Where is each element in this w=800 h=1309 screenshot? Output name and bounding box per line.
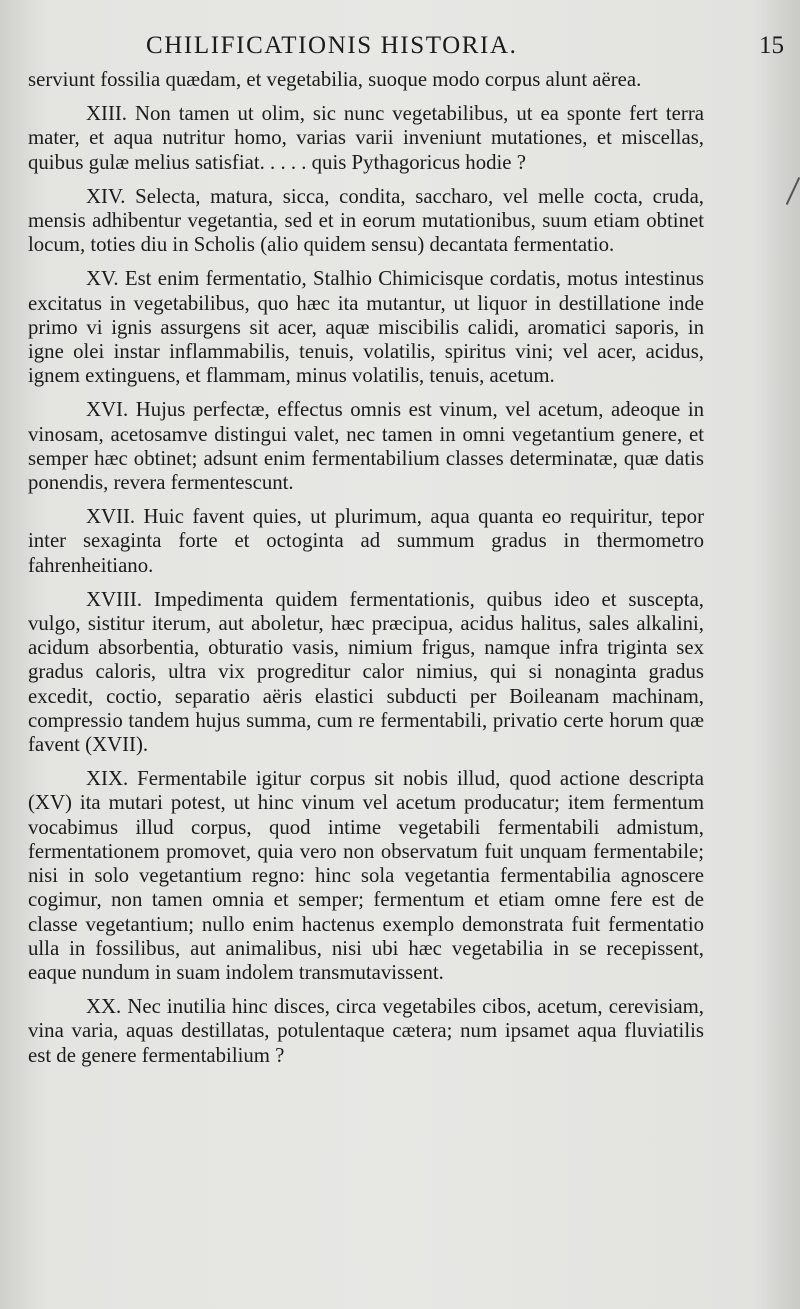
paragraph-xiv: XIV. Selecta, matura, sicca, condita, saccharo, vel melle cocta, cruda, mensis adhibentur vegetantia, sed et in eorum mutationibus, suum etiam obtinet locum, toties diu in Scholis (alio quidem sensu) decantata fermentatio. (28, 184, 704, 257)
paragraph-xviii: XVIII. Impedimenta quidem fermentationis, quibus ideo et suscepta, vulgo, sistitur iterum, aut aboletur, hæc præcipua, acidus halitus, sales alkalini, acidum absorbentia, obturatio vasis, nimium frigus, namque infra triginta sex gradus caloris, ultra vix progreditur calor nimius, qui si nonaginta gradus excedit, coctio, separatio aëris elastici subducti per Boileanam machinam, compressio tandem hujus summa, cum re fermentabili, privatio certe horum quæ favent (XVII). (28, 587, 704, 757)
page-number: 15 (759, 32, 784, 59)
margin-mark (786, 177, 800, 205)
paragraph-continuation: serviunt fossilia quædam, et vegetabilia, suoque modo corpus alunt aërea. (28, 68, 642, 91)
paragraph-xvii: XVII. Huic favent quies, ut plurimum, aqua quanta eo requiritur, tepor inter sexaginta forte et octoginta ad summum gradus in thermometro fahrenheitiano. (28, 505, 704, 577)
paragraph-xiii: XIII. Non tamen ut olim, sic nunc vegetabilibus, ut ea sponte fert terra mater, et aqua nutritur homo, varias varii inveniunt mutationes, et miscellas, quibus gulæ melius satisfiat. . . . . quis Pythagoricus hodie ? (28, 102, 704, 174)
page-header (28, 28, 784, 68)
paragraph-xix: XIX. Fermentabile igitur corpus sit nobis illud, quod actione descripta (XV) ita mutari potest, ut hinc vinum vel acetum producatur; item fermentum vocabimus illud corpus, quod intime vegetabili fermentabili admistum, fermentationem promovet, quia vero non observatum fuit unquam fermentabile; nisi in solo vegetantium regno: hinc sola vegetantia fermentabilia agnoscere cogimur, non tamen omnia et semper; fermentum et etiam omne fere est de classe vegetantium; nullo enim hactenus exemplo demonstrata fuit fermentatio ulla in fossilibus, aut animalibus, nisi ubi hæc vegetabilia in se recepissent, eaque nundum in suam indolem transmutavissent. (28, 767, 704, 984)
running-head: CHILIFICATIONIS HISTORIA. (146, 32, 518, 59)
paragraph-xvi: XVI. Hujus perfectæ, effectus omnis est vinum, vel acetum, adeoque in vinosam, acetosamve distingui valet, nec tamen in omni vegetantium genere, et semper hæc obtinet; adsunt enim fermentabilium classes determinatæ, quæ datis ponendis, revera fermentescunt. (28, 398, 704, 495)
body-text (28, 68, 704, 1068)
paragraph-xv: XV. Est enim fermentatio, Stalhio Chimicisque cordatis, motus intestinus excitatus in vegetabilibus, quo hæc ita mutantur, ut liquor in destillatione inde primo vi ignis assurgens sit acer, aquæ miscibilis calidi, aromatici saporis, in igne olei instar inflammabilis, tenuis, volatilis, spiritus vini; vel acer, acidus, ignem extinguens, et flammam, minus volatilis, tenuis, acetum. (28, 267, 704, 388)
paragraph-xx: XX. Nec inutilia hinc disces, circa vegetabiles cibos, acetum, cerevisiam, vina varia, aquas destillatas, potulentaque cætera; num ipsamet aqua fluviatilis est de genere fermentabilium ? (28, 995, 704, 1067)
